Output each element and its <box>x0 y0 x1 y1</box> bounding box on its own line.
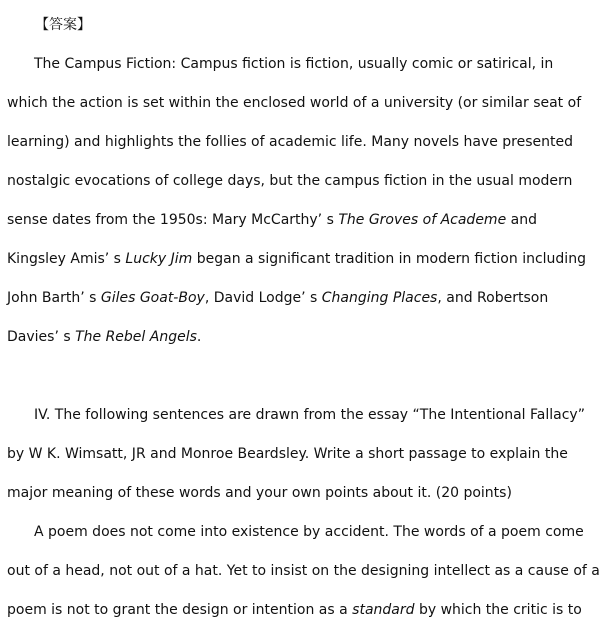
question-line-2: by W K. Wimsatt, JR and Monroe Beardsley. Write a short passage to explain the <box>7 446 568 462</box>
answer-heading: 【答案】 <box>35 17 91 33</box>
answer-line-2: which the action is set within the enclosed world of a university (or similar seat of <box>7 95 582 111</box>
emphasis-standard: standard <box>352 602 415 618</box>
answer-line-5: sense dates from the 1950s: Mary McCarthy’ s The Groves of Academe and <box>7 212 537 228</box>
answer-line-4: nostalgic evocations of college days, but the campus fiction in the usual modern <box>7 173 573 189</box>
book-title-lucky-jim: Lucky Jim <box>125 251 193 267</box>
quote-line-3: poem is not to grant the design or intention as a standard by which the critic is to <box>7 602 582 618</box>
book-title-rebel-angels: The Rebel Angels <box>75 329 197 345</box>
answer-line-3: learning) and highlights the follies of academic life. Many novels have presented <box>7 134 574 150</box>
book-title-groves-of-academe: The Groves of Academe <box>338 212 507 228</box>
quote-line-2: out of a head, not out of a hat. Yet to insist on the designing intellect as a cause of a <box>7 563 600 579</box>
answer-line-7: John Barth’ s Giles Goat-Boy, David Lodge’ s Changing Places, and Robertson <box>7 290 549 306</box>
quote-line-1: A poem does not come into existence by accident. The words of a poem come <box>34 524 584 540</box>
question-line-1: IV. The following sentences are drawn from the essay “The Intentional Fallacy” <box>34 407 585 423</box>
book-title-changing-places: Changing Places <box>321 290 438 306</box>
question-line-3: major meaning of these words and your own points about it. (20 points) <box>7 485 512 501</box>
answer-line-6: Kingsley Amis’ s Lucky Jim began a significant tradition in modern fiction including <box>7 251 586 267</box>
answer-line-8: Davies’ s The Rebel Angels. <box>7 329 202 345</box>
answer-line-1: The Campus Fiction: Campus fiction is fiction, usually comic or satirical, in <box>34 56 554 72</box>
book-title-giles-goat-boy: Giles Goat-Boy <box>100 290 205 306</box>
